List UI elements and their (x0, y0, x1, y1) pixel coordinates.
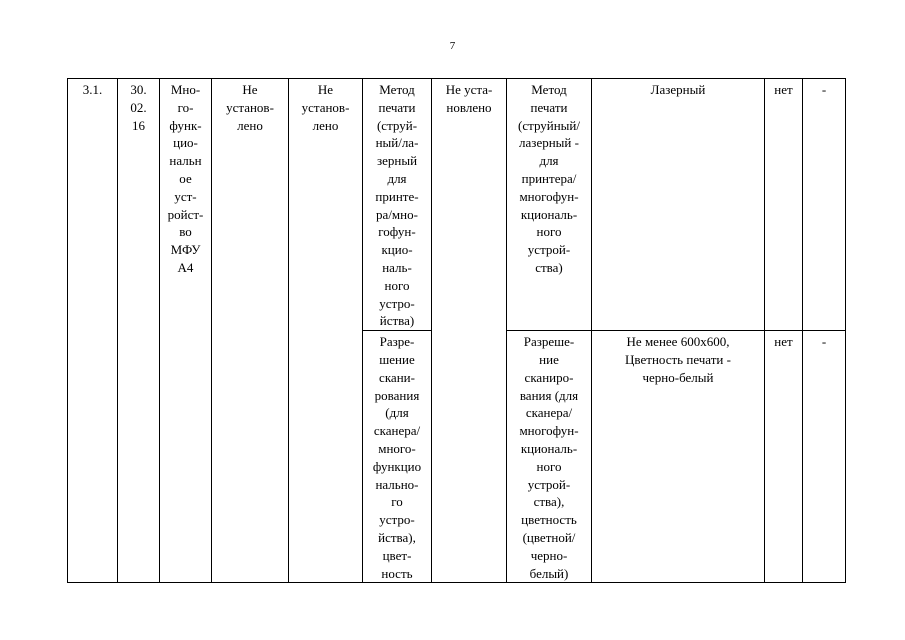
page-number: 7 (449, 40, 456, 52)
product-name-cell: Мно- го- функ- цио- нальн ое уст- ройст- во МФУ А4 (160, 79, 212, 583)
table-row (68, 79, 846, 331)
characteristic-value-cell: Не менее 600х600, Цветность печати - черно-белый (592, 331, 765, 583)
okpd-code-cell: 30. 02. 16 (118, 79, 160, 583)
characteristic-name-cell: Разре- шение скани- рования (для сканера/ много- функцио нально- го устро- йства), цвет- ность (363, 331, 432, 583)
justification-cell: - (803, 79, 846, 331)
requirement-cell-4: Не установ- лено (212, 79, 289, 583)
requirement-cell-7: Не уста- новлено (432, 79, 507, 583)
specification-table (67, 78, 846, 583)
characteristic-value-cell: Лазерный (592, 79, 765, 331)
deviation-cell: нет (765, 331, 803, 583)
requirement-cell-5: Не установ- лено (289, 79, 363, 583)
characteristic-name-cell-2: Метод печати (струйный/ лазерный - для принтера/ многофун- кциональ- ного устрой- ства) (507, 79, 592, 331)
characteristic-name-cell-2: Разреше- ние сканиро- вания (для сканера/ многофун- кциональ- ного устрой- ства), цветность (цветной/ черно- белый) (507, 331, 592, 583)
characteristic-name-cell: Метод печати (струй- ный/ла- зерный для принте- ра/мно- гофун- кцио- наль- ного устро- йства) (363, 79, 432, 331)
deviation-cell: нет (765, 79, 803, 331)
row-number-cell: 3.1. (68, 79, 118, 583)
justification-cell: - (803, 331, 846, 583)
